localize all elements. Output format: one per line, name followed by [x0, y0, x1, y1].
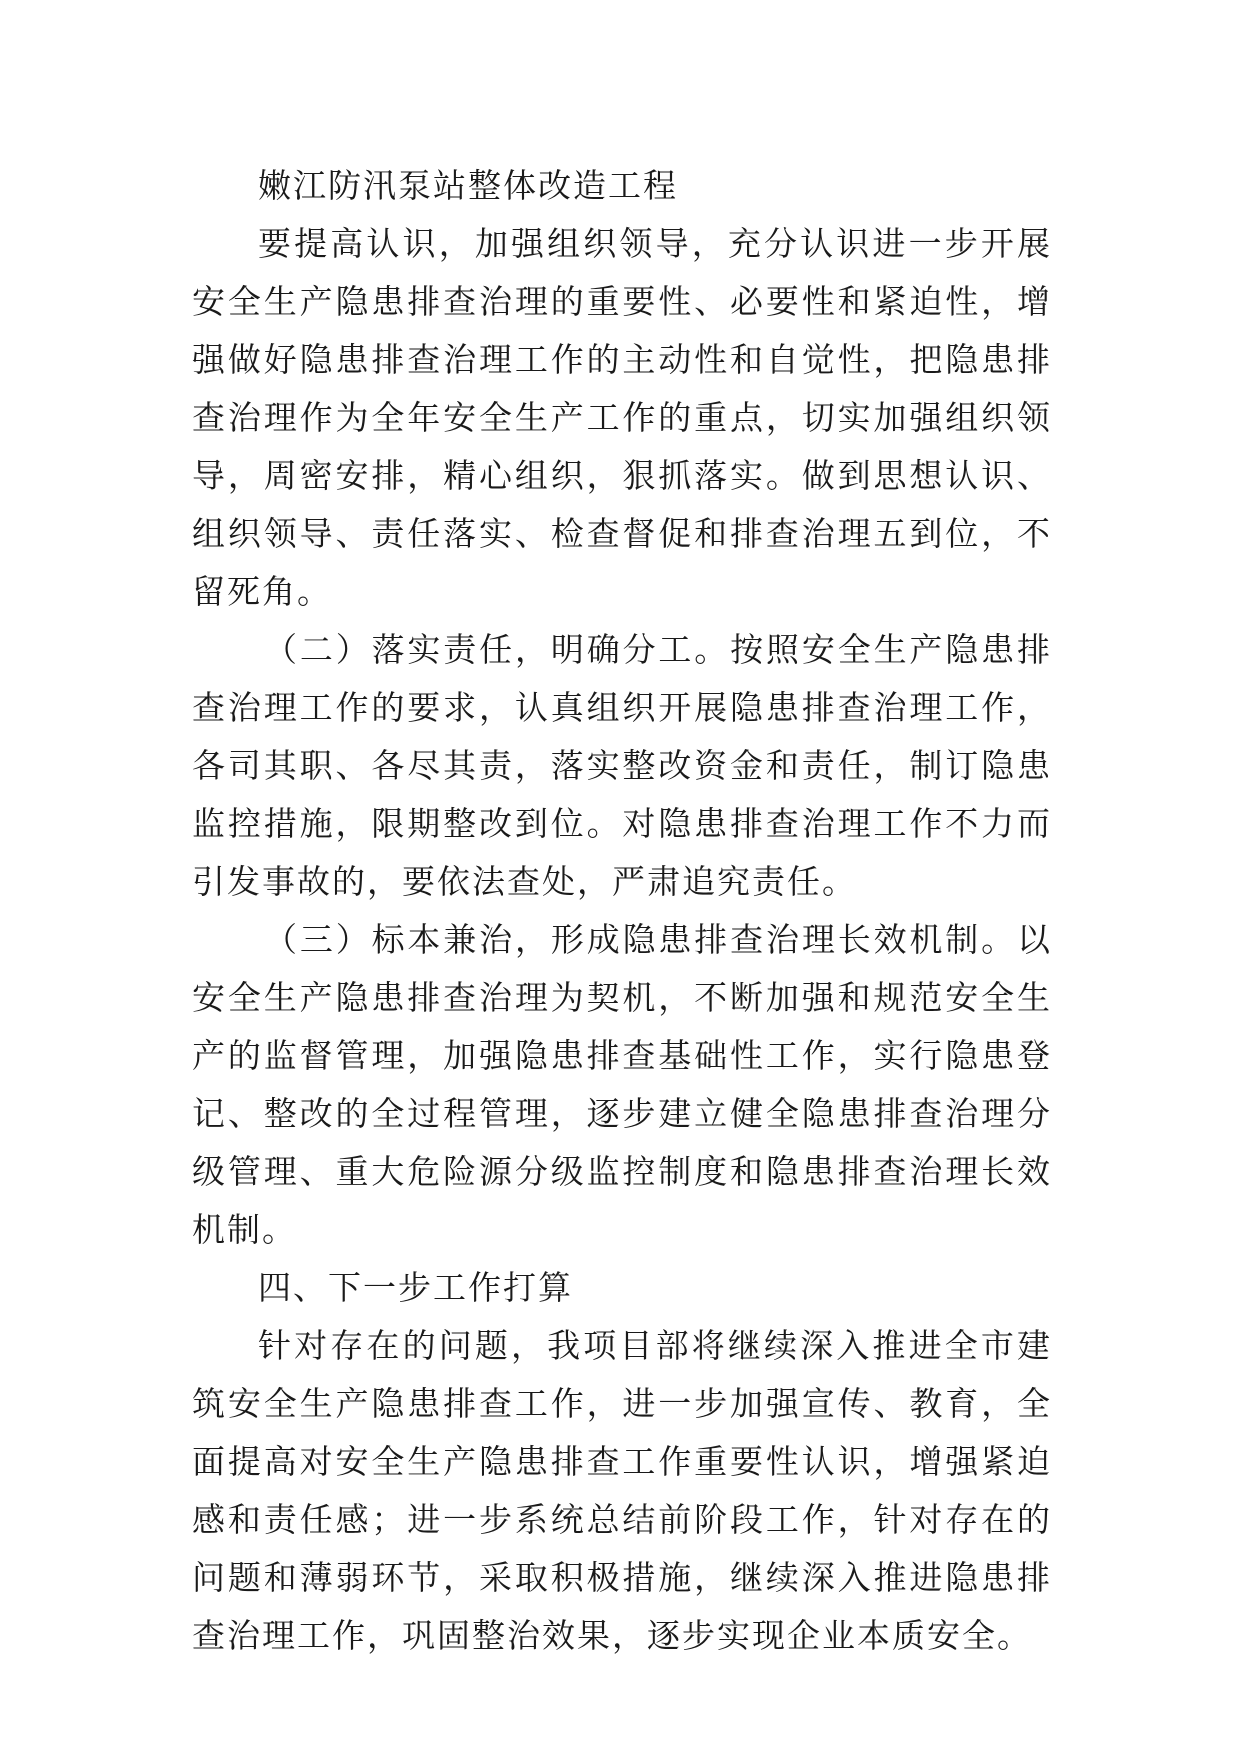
- project-title: 嫩江防汛泵站整体改造工程: [258, 166, 678, 205]
- paragraph-raise-awareness: 要提高认识，加强组织领导，充分认识进一步开展安全生产隐患排查治理的重要性、必要性和紧迫性，增强做好隐患排查治理工作的主动性和自觉性，把隐患排查治理作为全年安全生产工作的重点，切实加强组织领导，周密安排，精心组织，狠抓落实。做到思想认识、组织领导、责任落实、检查督促和排查治理五到位，不留死角。: [192, 224, 1052, 611]
- document-body: [192, 157, 1052, 1665]
- section-heading-next-steps: 四、下一步工作打算: [258, 1268, 573, 1307]
- paragraph-section-three: （三）标本兼治，形成隐患排查治理长效机制。以安全生产隐患排查治理为契机，不断加强和规范安全生产的监督管理，加强隐患排查基础性工作，实行隐患登记、整改的全过程管理，逐步建立健全隐患排查治理分级管理、重大危险源分级监控制度和隐患排查治理长效机制。: [192, 920, 1052, 1249]
- paragraph-section-two: （二）落实责任，明确分工。按照安全生产隐患排查治理工作的要求，认真组织开展隐患排查治理工作，各司其职、各尽其责，落实整改资金和责任，制订隐患监控措施，限期整改到位。对隐患排查治理工作不力而引发事故的，要依法查处，严肃追究责任。: [192, 630, 1052, 901]
- paragraph-next-steps: 针对存在的问题，我项目部将继续深入推进全市建筑安全生产隐患排查工作，进一步加强宣传、教育，全面提高对安全生产隐患排查工作重要性认识，增强紧迫感和责任感；进一步系统总结前阶段工作，针对存在的问题和薄弱环节，采取积极措施，继续深入推进隐患排查治理工作，巩固整治效果，逐步实现企业本质安全。: [192, 1326, 1052, 1655]
